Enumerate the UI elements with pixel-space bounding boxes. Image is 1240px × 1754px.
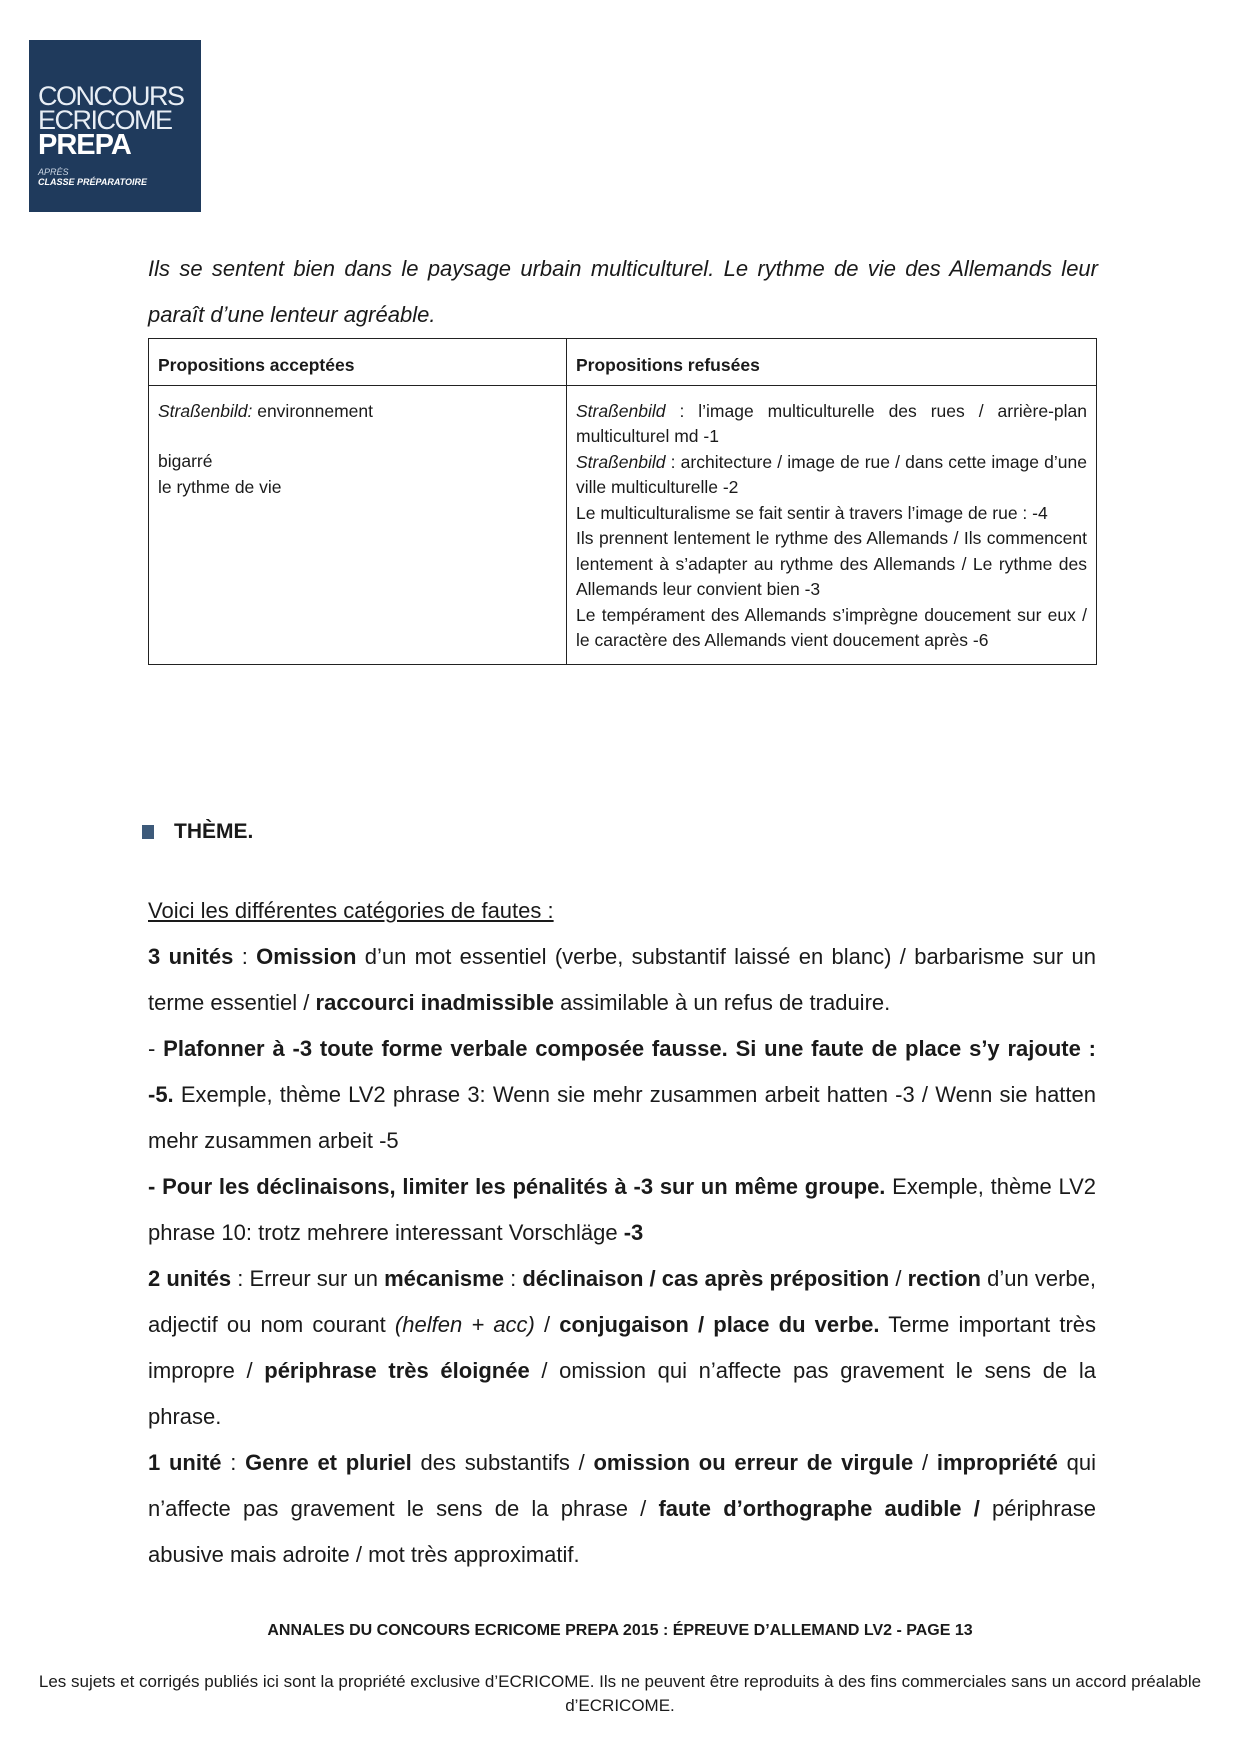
footer-title: ANNALES DU CONCOURS ECRICOME PREPA 2015 : ÉPREUVE D’ALLEMAND LV2 - PAGE 13 xyxy=(267,1622,973,1639)
rule-1-unit: 1 unité : Genre et pluriel des substantifs / omission ou erreur de virgule / impropriété qui n’affecte pas gravement le sens de la phrase / faute d’orthographe audible / périphrase abusive mais adroite / mot très approximatif. xyxy=(148,1450,1097,1567)
logo-line-classe: CLASSE PRÉPARATOIRE xyxy=(38,177,148,187)
refused-item: Le tempérament des Allemands s’imprègne doucement sur eux / le caractère des Allemands vient doucement après -6 xyxy=(576,604,1087,650)
rule-2-units: 2 unités : Erreur sur un mécanisme : déclinaison / cas après préposition / rection d’un verbe, adjectif ou nom courant (helfen + acc) / conjugaison / place du verbe. Terme important très impropre / périphrase très éloignée / omission qui n’affecte pas gravement le sens de la phrase. xyxy=(148,1266,1097,1429)
propositions-table xyxy=(148,338,1097,665)
refused-cell xyxy=(567,385,1097,664)
accepted-term: Straßenbild: xyxy=(158,400,253,421)
refused-item: Le multiculturalisme se fait sentir à travers l’image de rue : -4 xyxy=(576,502,1048,523)
logo-line-ecricome: ECRICOME xyxy=(38,105,172,135)
accepted-item: le rythme de vie xyxy=(158,476,282,497)
refused-item: Straßenbild : l’image multiculturelle des rues / arrière-plan multiculturel md -1 xyxy=(576,400,1087,446)
header-refused: Propositions refusées xyxy=(567,339,1097,386)
theme-heading-text: THÈME. xyxy=(174,820,254,843)
rule-3-units: 3 unités : Omission d’un mot essentiel (verbe, substantif laissé en blanc) / barbarisme sur un terme essentiel / raccourci inadmissible assimilable à un refus de traduire. xyxy=(148,944,1096,1015)
rule-plafonner: - Plafonner à -3 toute forme verbale composée fausse. Si une faute de place s’y rajoute : -5. Exemple, thème LV2 phrase 3: Wenn sie mehr zusammen arbeit hatten -3 / Wenn sie hatten mehr zusammen arbeit -5 xyxy=(148,1036,1096,1153)
logo-line-concours: CONCOURS xyxy=(38,81,184,111)
accepted-term-rest: environnement xyxy=(252,400,373,421)
accepted-cell xyxy=(149,385,567,664)
ecricome-logo xyxy=(29,40,201,212)
categories-intro: Voici les différentes catégories de fautes : xyxy=(148,898,554,923)
theme-heading xyxy=(142,820,253,844)
table-header-row xyxy=(149,339,1097,386)
rule-declinaisons: - Pour les déclinaisons, limiter les pénalités à -3 sur un même groupe. Exemple, thème LV2 phrase 10: trotz mehrere interessant Vorschläge -3 xyxy=(148,1174,1097,1245)
square-bullet-icon xyxy=(142,825,154,839)
refused-term: Straßenbild xyxy=(576,451,666,472)
refused-item: Ils prennent lentement le rythme des Allemands / Ils commencent lentement à s’adapter au rythme des Allemands / Le rythme des Allemands leur convient bien -3 xyxy=(576,528,1087,599)
table-row xyxy=(149,385,1097,664)
refused-term: Straßenbild xyxy=(576,400,666,421)
header-accepted: Propositions acceptées xyxy=(149,339,567,386)
accepted-item xyxy=(158,399,557,425)
refused-item: Straßenbild : architecture / image de rue / dans cette image d’une ville multiculturelle -2 xyxy=(576,451,1087,497)
theme-body xyxy=(148,888,1096,1578)
intro-translation: Ils se sentent bien dans le paysage urbain multiculturel. Le rythme de vie des Allemands leur paraît d’une lenteur agréable. xyxy=(148,256,1098,327)
footer-copyright: Les sujets et corrigés publiés ici sont la propriété exclusive d’ECRICOME. Ils ne peuvent être reproduits à des fins commerciales sans un accord préalable d’ECRICOME. xyxy=(38,1672,1202,1715)
logo-line-prepa: PREPA xyxy=(38,129,131,161)
accepted-item: bigarré xyxy=(158,451,213,471)
logo-line-apres: APRÈS xyxy=(38,167,69,177)
